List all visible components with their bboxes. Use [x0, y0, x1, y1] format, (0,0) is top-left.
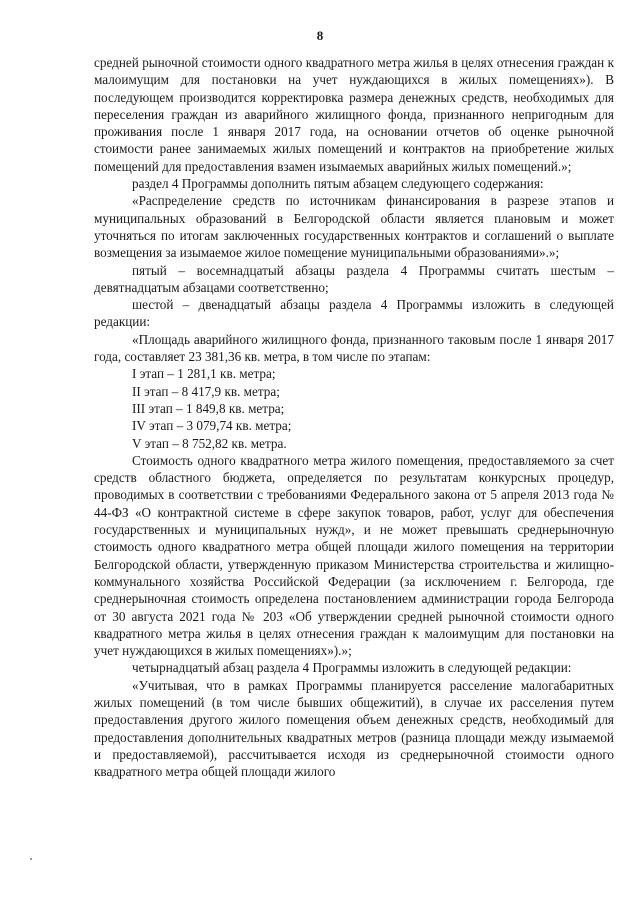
paragraph: Стоимость одного квадратного метра жилого помещения, предоставляемого за счет средств областного бюджета, определяется по результатам конкурсных процедур, проводимых в соответствии с требованиями Федерального закона от 5 апреля 2013 года № 44-ФЗ «О контрактной системе в сфере закупок товаров, работ, услуг для обеспечения государственных и муниципальных нужд», и не может превышать среднерыночную стоимость одного квадратного метра общей площади жилого помещения на территории Белгородской области, утвержденную приказом Министерства строительства и жилищно-коммунального хозяйства Российской Федерации (за исключением г. Белгорода, где среднерыночная стоимость определена постановлением администрации города Белгорода от 30 августа 2021 года № 203 «Об утверждении средней рыночной стоимости одного квадратного метра жилья в целях отнесения граждан к малоимущим для постановки на учет нуждающихся в жилых помещениях»).»; — [94, 452, 614, 659]
stage-line: III этап – 1 849,8 кв. метра; — [132, 400, 285, 416]
paragraph: раздел 4 Программы дополнить пятым абзацем следующего содержания: — [132, 176, 544, 192]
page-number: 8 — [316, 28, 324, 43]
paragraph: «Площадь аварийного жилищного фонда, признанного таковым после 1 января 2017 года, составляет 23 381,36 кв. метра, в том числе по этапам: — [94, 331, 614, 365]
paragraph: шестой – двенадцатый абзацы раздела 4 Программы изложить в следующей редакции: — [94, 297, 614, 330]
stage-line: V этап – 8 752,82 кв. метра. — [132, 435, 287, 451]
stage-line: IV этап – 3 079,74 кв. метра; — [132, 418, 292, 434]
stage-line: I этап – 1 281,1 кв. метра; — [132, 366, 276, 382]
stage-line: II этап – 8 417,9 кв. метра; — [132, 383, 280, 399]
scan-speck — [30, 858, 32, 860]
paragraph: пятый – восемнадцатый абзацы раздела 4 Программы считать шестым – девятнадцатым абзацами соответственно; — [94, 262, 614, 295]
paragraph: «Учитывая, что в рамках Программы планируется расселение малогабаритных жилых помещений (в том числе бывших общежитий), в случае их расселения путем предоставления другого жилого помещения объем денежных средств, необходимый для предоставления дополнительных квадратных метров (разница площади между изымаемой и предоставляемой), рассчитывается исходя из среднерыночной стоимости одного квадратного метра общей площади жилого — [94, 677, 614, 780]
paragraph: средней рыночной стоимости одного квадратного метра жилья в целях отнесения граждан к малоимущим для постановки на учет нуждающихся в жилых помещениях»). В последующем производится корректировка размера денежных средств, необходимых для переселения граждан из аварийного жилищного фонда, признанного непригодным для проживания после 1 января 2017 года, на основании отчетов об оценке рыночной стоимости ранее занимаемых жилых помещений и контрактов на приобретение жилых помещений для предоставления взамен изымаемых аварийных жилых помещений.»; — [94, 55, 614, 174]
paragraph: «Распределение средств по источникам финансирования в разрезе этапов и муниципальных образований в Белгородской области является плановым и может уточняться по итогам заключенных государственных контрактов и соглашений о выплате возмещения за изымаемое жилое помещение муниципальными образованиями».»; — [94, 193, 614, 261]
paragraph: четырнадцатый абзац раздела 4 Программы изложить в следующей редакции: — [132, 660, 572, 676]
document-body — [94, 54, 614, 780]
